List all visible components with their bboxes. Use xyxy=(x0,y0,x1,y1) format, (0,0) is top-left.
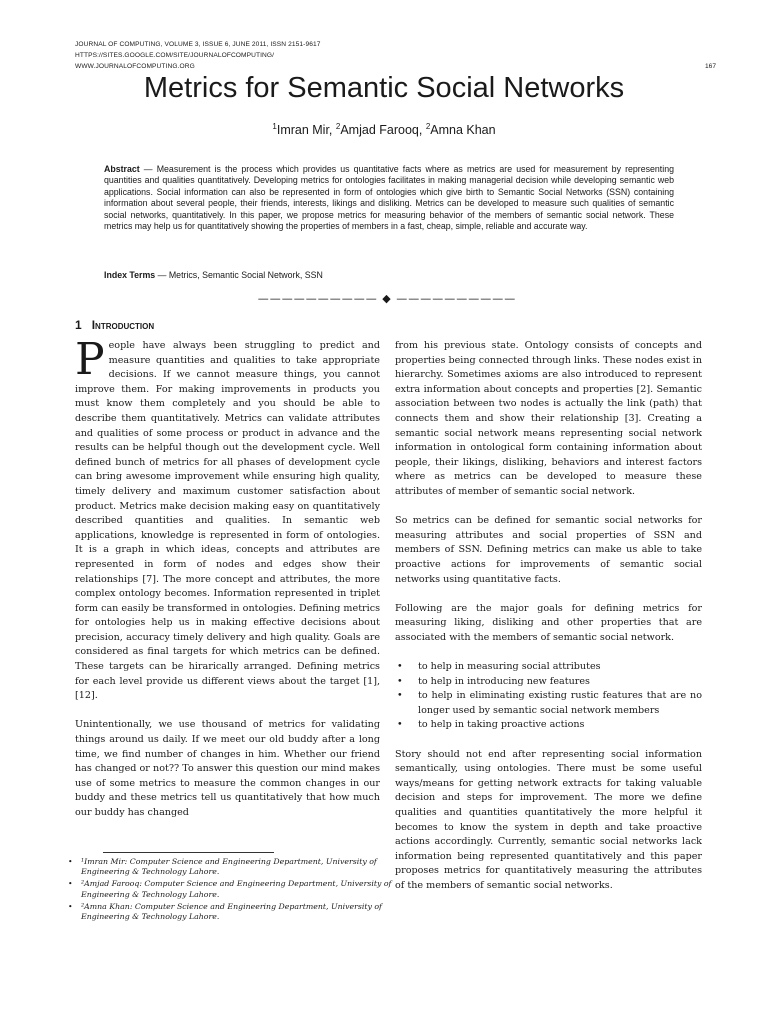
bullet-icon: • xyxy=(68,879,73,889)
author-1: $^1$Imran Mir, xyxy=(272,122,336,138)
index-terms-text: — Metrics, Semantic Social Network, SSN xyxy=(155,270,323,280)
intro-paragraph-5: Following are the major goals for defining metrics for measuring liking, disliking and other properties that are associated with the members of semantic social network. xyxy=(395,602,702,643)
paper-title: Metrics for Semantic Social Networks xyxy=(143,72,625,104)
intro-paragraph-1: People have always been struggling to predict and measure quantities and qualities to take appropriate decisions. If we cannot measure things, you cannot improve them. For making improvements in products you must know them completely and you should be able to describe them quantitatively. Metrics can validate attributes and qualities of some process or product in advance and the results can be helpful though out the development cycle. Well defined bunch of metrics for all phases of development cycle can bring awesome improvement while ensuring high quality, timely delivery and maximum customer satisfaction about product. Metrics make decision making easy on quantitatively described quantities and qualities. In semantic web applications, knowledge is represented in form of ontologies. It is a graph in which ideas, concepts and attributes are represented in form of nodes and edges show their relationships [7]. The more concept and attributes, the more complex ontology becomes. Information represented in triplet form can easily be transformed in ontologies. Defining metrics for ontologies help us in making effective decisions about precision, accuracy timely delivery and high quality. Goals are considered as final targets for which metrics can be defined. These targets can be hirarically arranged. Defining metrics for each level provide us different views about the target [1], [12]. xyxy=(75,334,380,702)
list-item: • to help in taking proactive actions xyxy=(395,718,702,733)
journal-header-url: HTTPS://SITES.GOOGLE.COM/SITE/JOURNALOFCOMPUTING/ xyxy=(75,52,275,59)
section-divider: —————————— ◆ —————————— xyxy=(257,292,517,305)
intro-paragraph-6: Story should not end after representing social information semantically, using ontologies. There must be some useful ways/means for getting network extracts for taking valuable decision and steps for improvement. The more we define qualities and quantities quantitatively the more helpful it becomes to know the system in depth and take proactive actions accordingly. Currently, semantic social networks lack information being represented quantitatively and this paper proposes metrics for quantitatively measuring the attributes of the members of semantic social networks. xyxy=(395,748,702,891)
page-number: 167 xyxy=(705,63,717,70)
intro-paragraph-2: Unintentionally, we use thousand of metrics for validating things around us daily. If we meet our old buddy after a long time, we find number of changes in him. Whether our friend has changed or not?? To answer this question our mind makes use of some metrics to measure the common changes in our buddy and these metrics tell us quantitatively that how much our buddy has changed xyxy=(75,719,380,818)
footnote-rule xyxy=(103,852,274,853)
author-list xyxy=(0,122,768,137)
footnotes xyxy=(68,857,393,924)
section-number: 1 xyxy=(75,318,82,332)
author-3: $^2$Amna Khan xyxy=(425,122,496,138)
abstract-text: — Measurement is the process which provides us quantitative facts where as metrics are used for measurement by representing quantities and qualities quantitatively. Developing metrics for ontologies facilitates in making managerial decision while developing semantic web applications. Social information can also be represented in form of ontologies which give birth to Semantic Social Networks (SSN) containing information about several people, their friends, interests, likings and disliking. Metrics can be developed to measure such qualities of semantic social networks, quantitatively. In this paper, we propose metrics for measuring behavior of the members of semantic social network. These metrics may help us for quantitatively showing the properties of members in a fast, cheap, simple, reliable and accurate way. xyxy=(104,164,674,232)
journal-header-line1: JOURNAL OF COMPUTING, VOLUME 3, ISSUE 6, JUNE 2011, ISSN 2151-9617 xyxy=(75,41,321,48)
section-title: Introduction xyxy=(91,318,155,332)
section-heading-introduction xyxy=(75,318,154,332)
index-terms xyxy=(104,270,674,280)
bullet-icon: • xyxy=(397,661,403,673)
text-column-right xyxy=(395,339,702,894)
text-column-left xyxy=(75,334,380,821)
list-item: • to help in measuring social attributes xyxy=(395,660,702,675)
footnote-item: • ¹Imran Mir: Computer Science and Engineering Department, University of Engineering & Technology Lahore. xyxy=(68,857,377,877)
abstract-label: Abstract xyxy=(104,164,140,174)
drop-cap: P xyxy=(75,334,105,385)
abstract xyxy=(104,164,674,232)
bullet-icon: • xyxy=(68,857,73,866)
journal-header-website: WWW.JOURNALOFCOMPUTING.ORG xyxy=(75,63,195,70)
list-item: • to help in eliminating existing rustic features that are no longer used by semantic social network members xyxy=(397,690,702,716)
bullet-icon: • xyxy=(68,901,73,911)
goals-list xyxy=(395,660,702,733)
bullet-icon: • xyxy=(397,675,403,687)
author-2: $^2$Amjad Farooq, xyxy=(335,122,426,138)
index-terms-label: Index Terms xyxy=(104,270,156,280)
footnote-item: • ²Amna Khan: Computer Science and Engineering Department, University of Engineering & Technology Lahore. xyxy=(68,901,382,922)
intro-paragraph-3: from his previous state. Ontology consists of concepts and properties being connected through links. These nodes exist in hierarchy. Sometimes axioms are also introduced to represent extra information about concepts and properties [2]. Semantic association between two nodes is actually the link (path) that connects them and show their relationship [3]. Creating a semantic social network means representing social network information in ontological form containing information about people, their likings, disliking, behaviors and interest factors where as metrics can be developed to measure these attributes of member of semantic social network. xyxy=(395,340,702,497)
footnote-item: • ²Amjad Farooq: Computer Science and Engineering Department, University of Engineering & Technology Lahore. xyxy=(68,879,392,899)
list-item: • to help in introducing new features xyxy=(395,675,702,690)
intro-paragraph-4: So metrics can be defined for semantic social networks for measuring attributes and social properties of SSN and members of SSN. Defining metrics can make us able to take proactive actions for improvements of semantic social networks using quantitative facts. xyxy=(395,515,702,585)
bullet-icon: • xyxy=(397,719,403,731)
bullet-icon: • xyxy=(397,690,403,702)
